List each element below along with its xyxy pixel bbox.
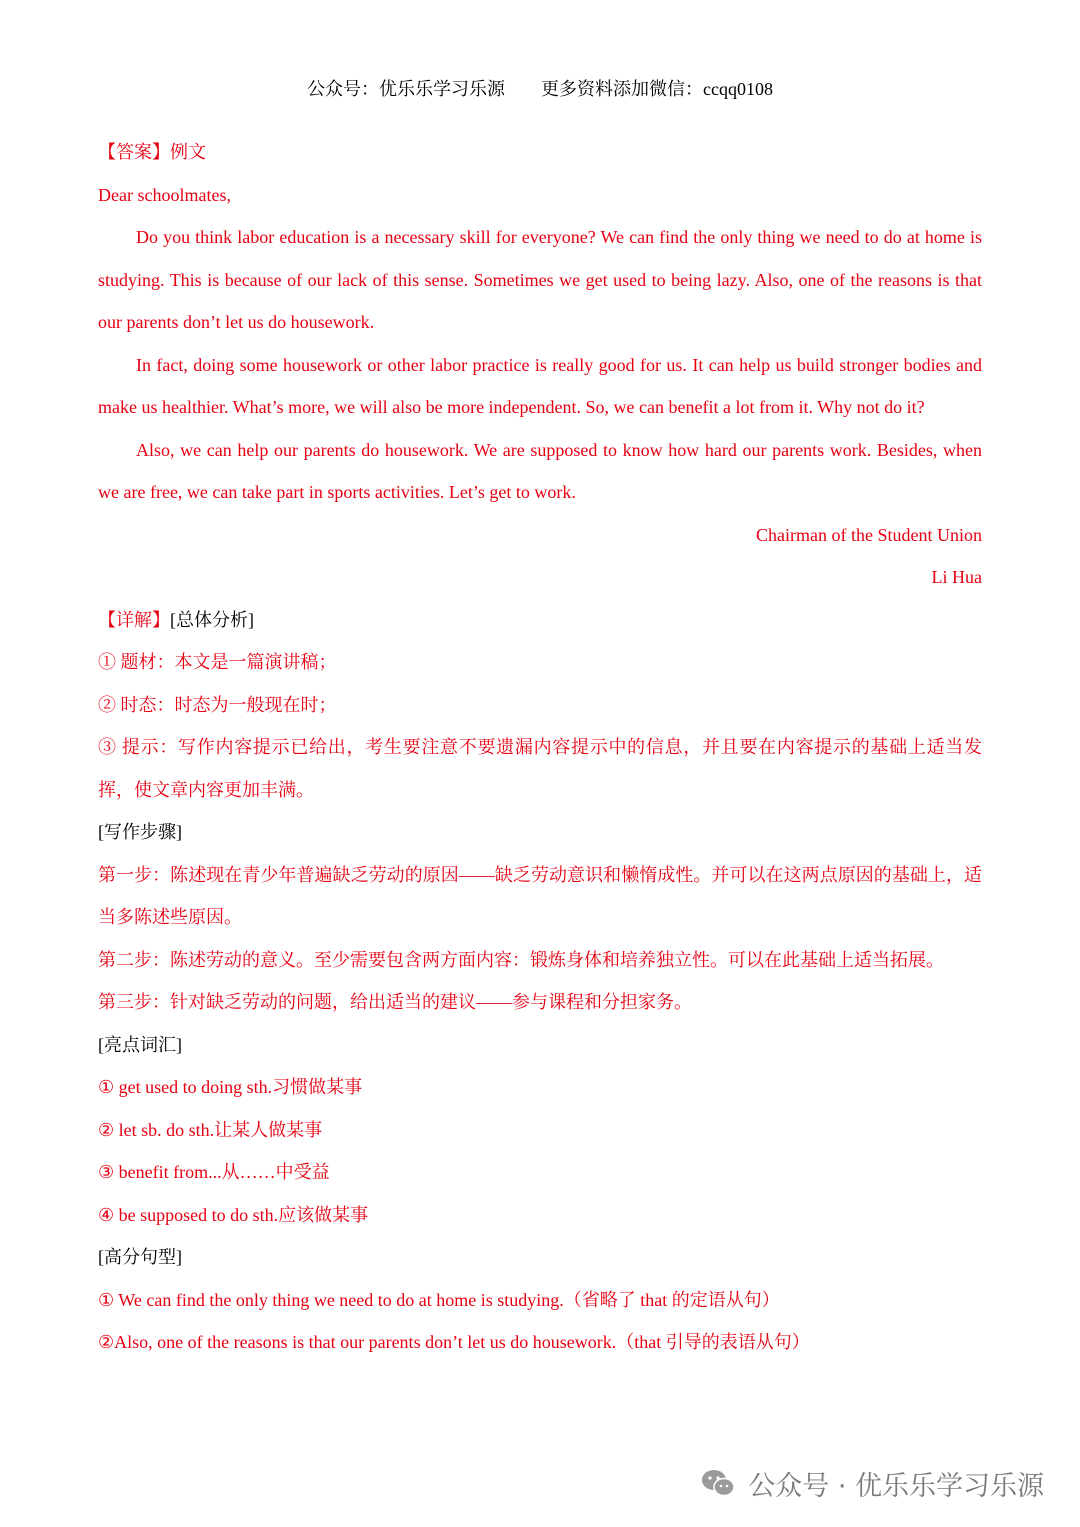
step-2: 第二步：陈述劳动的意义。至少需要包含两方面内容：锻炼身体和培养独立性。可以在此基础上适当拓展。 (98, 949, 944, 970)
answer-heading: 【答案】例文 (98, 142, 206, 162)
analysis-heading (98, 599, 982, 642)
sentence-item-2: ②Also, one of the reasons is that our parents don’t let us do housework.（that 引导的表语从句） (98, 1332, 810, 1352)
vocab-item-2: ② let sb. do sth.让某人做某事 (98, 1119, 323, 1140)
sentences-heading: [高分句型] (98, 1247, 182, 1267)
analysis-heading-section: [总体分析] (170, 609, 254, 630)
signature-name: Li Hua (931, 567, 982, 587)
analysis-point-1: ① 题材：本文是一篇演讲稿； (98, 652, 337, 672)
steps-heading: [写作步骤] (98, 822, 182, 842)
footer-text: 公众号 · 优乐乐学习乐源 (748, 1470, 1044, 1502)
vocab-heading: [亮点词汇] (98, 1034, 182, 1055)
wechat-icon (700, 1468, 736, 1498)
step-1: 第一步：陈述现在青少年普遍缺乏劳动的原因——缺乏劳动意识和懒惰成性。并可以在这两点原因的基础上，适当多陈述些原因。 (98, 864, 982, 927)
letter-paragraph-3: Also, we can help our parents do housework. We are supposed to know how hard our parents work. Besides, when we are free, we can take part in sports activities. Let’s get to work. (98, 439, 982, 502)
letter-paragraph-1: Do you think labor education is a necessary skill for everyone? We can find the only thing we need to do at home is studying. This is because of our lack of this sense. Sometimes we get used to being lazy. Also, one of the reasons is that our parents don’t let us do housework. (98, 227, 982, 332)
signature-title: Chairman of the Student Union (756, 524, 982, 545)
step-3: 第三步：针对缺乏劳动的问题，给出适当的建议——参与课程和分担家务。 (98, 992, 692, 1012)
analysis-point-2: ② 时态：时态为一般现在时； (98, 694, 337, 715)
header-contact: 更多资料添加微信：ccqq0108 (541, 79, 773, 99)
analysis-point-3: ③ 提示：写作内容提示已给出，考生要注意不要遗漏内容提示中的信息，并且要在内容提示的基础上适当发挥，使文章内容更加丰满。 (98, 737, 982, 800)
analysis-heading-label: 【详解】 (98, 609, 170, 630)
document-body (98, 131, 982, 1364)
letter-paragraph-2: In fact, doing some housework or other labor practice is really good for us. It can help us build stronger bodies and make us healthier. What’s more, we will also be more independent. So, we can benefit a lot from it. Why not do it? (98, 354, 982, 417)
header-account: 公众号：优乐乐学习乐源 (307, 79, 505, 99)
sentence-item-1: ① We can find the only thing we need to do at home is studying.（省略了 that 的定语从句） (98, 1289, 780, 1310)
page-header (0, 76, 1080, 102)
vocab-item-3: ③ benefit from...从……中受益 (98, 1162, 330, 1182)
watermark-footer (700, 1463, 1044, 1503)
vocab-item-1: ① get used to doing sth.习惯做某事 (98, 1077, 363, 1097)
letter-salutation: Dear schoolmates, (98, 184, 231, 205)
vocab-item-4: ④ be supposed to do sth.应该做某事 (98, 1204, 369, 1225)
